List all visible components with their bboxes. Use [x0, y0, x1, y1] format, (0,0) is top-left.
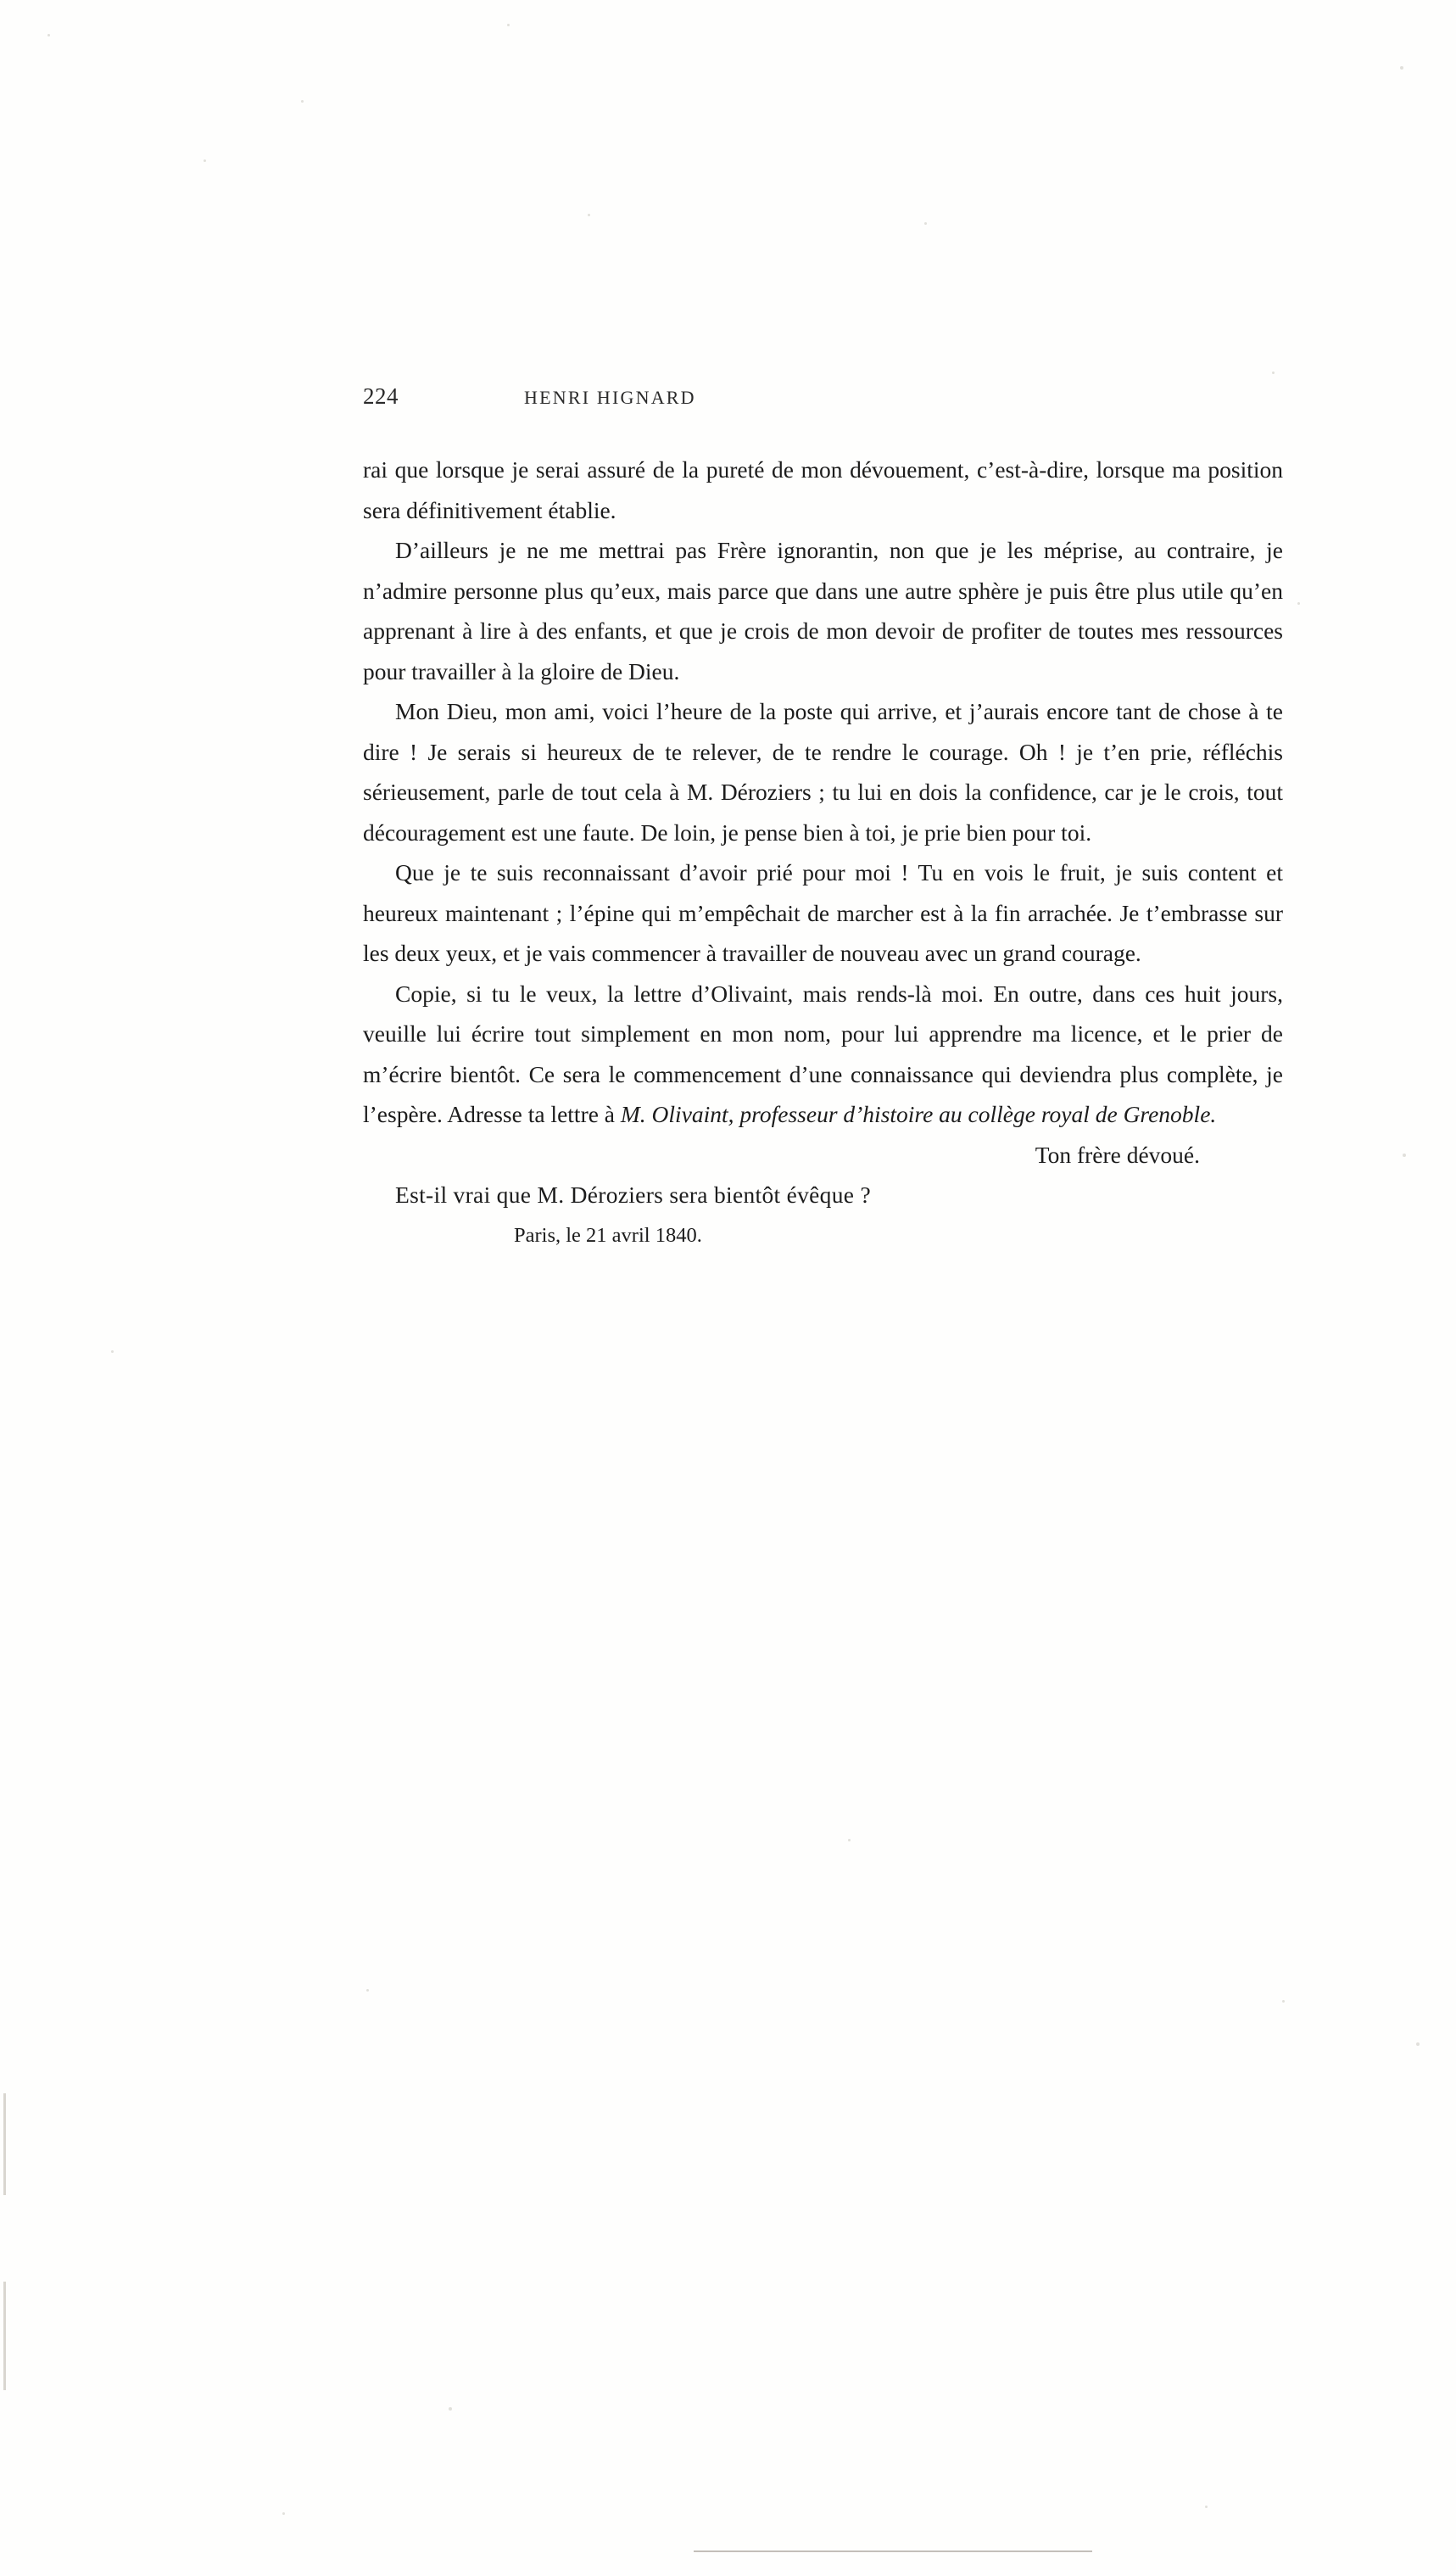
scan-speckle [1282, 2000, 1285, 2003]
place-and-date: Paris, le 21 avril 1840. [514, 1223, 702, 1247]
scan-speckle [924, 222, 927, 225]
paragraph-final [363, 974, 1283, 1135]
scan-speckle [282, 2512, 285, 2515]
final-paragraph-address: M. Olivaint, professeur d’histoire au collège royal de Grenoble. [620, 1101, 1217, 1127]
scan-speckle [588, 214, 590, 216]
paragraph: rai que lorsque je serai assuré de la pureté de mon dévouement, c’est-à-dire, lorsque ma position sera définitivement établie. [363, 456, 1283, 523]
scan-speckle [507, 24, 510, 26]
page-edge-mark [3, 2093, 6, 2195]
scan-speckle [204, 159, 206, 162]
letter-signature: Ton frère dévoué. [1035, 1141, 1200, 1168]
scan-speckle [848, 1839, 851, 1841]
scan-speckle [1400, 66, 1403, 70]
scan-speckle [449, 2407, 452, 2411]
scan-speckle [301, 100, 304, 103]
page-body [363, 450, 1283, 1255]
scan-speckle [366, 1989, 369, 1992]
paragraph: D’ailleurs je ne me mettrai pas Frère ignorantin, non que je les méprise, au contraire, je n’admire personne plus qu’eux, mais parce que dans une autre sphère je puis être plus utile qu’en apprenant à lire à des enfants, et que je crois de mon devoir de profiter de toutes mes ressources pour travailler à la gloire de Dieu. [363, 537, 1283, 684]
page-header [363, 383, 1296, 410]
scan-speckle [1272, 372, 1275, 374]
scan-speckle [1403, 1154, 1406, 1157]
final-paragraph-text: Copie, si tu le veux, la lettre d’Olivaint, mais rends-là moi. En outre, dans ces huit jours, veuille lui écrire tout simplement en mon nom, pour lui apprendre ma licence, et le prier de m’écrire bientôt. Ce sera le commencement d’une connaissance qui deviendra plus complète, je l’espère. Adresse ta lettre à [363, 980, 1283, 1127]
paragraph: Mon Dieu, mon ami, voici l’heure de la poste qui arrive, et j’aurais encore tant de chose à te dire ! Je serais si heureux de te relever, de te rendre le courage. Oh ! je t’en prie, réfléchis sérieusement, parle de tout cela à M. Déroziers ; tu lui en dois la confidence, car je le crois, tout découragement est une faute. De loin, je pense bien à toi, je prie bien pour toi. [363, 698, 1283, 846]
paragraph: Que je te suis reconnaissant d’avoir prié pour moi ! Tu en vois le fruit, je suis content et heureux maintenant ; l’épine qui m’empêchait de marcher est à la fin arrachée. Je t’embrasse sur les deux yeux, et je vais commencer à travailler de nouveau avec un grand courage. [363, 859, 1283, 966]
scan-speckle [1297, 602, 1300, 605]
page-edge-mark [3, 2282, 6, 2390]
scan-speckle [1205, 2506, 1208, 2508]
scan-speckle [47, 34, 50, 36]
folio-number: 224 [363, 383, 399, 409]
scan-speckle [111, 1350, 114, 1353]
bottom-rule [694, 2550, 1092, 2552]
running-head: HENRI HIGNARD [524, 387, 696, 408]
scan-speckle [1416, 2042, 1420, 2046]
postscript-line: Est-il vrai que M. Déroziers sera bientôt évêque ? [395, 1182, 871, 1208]
